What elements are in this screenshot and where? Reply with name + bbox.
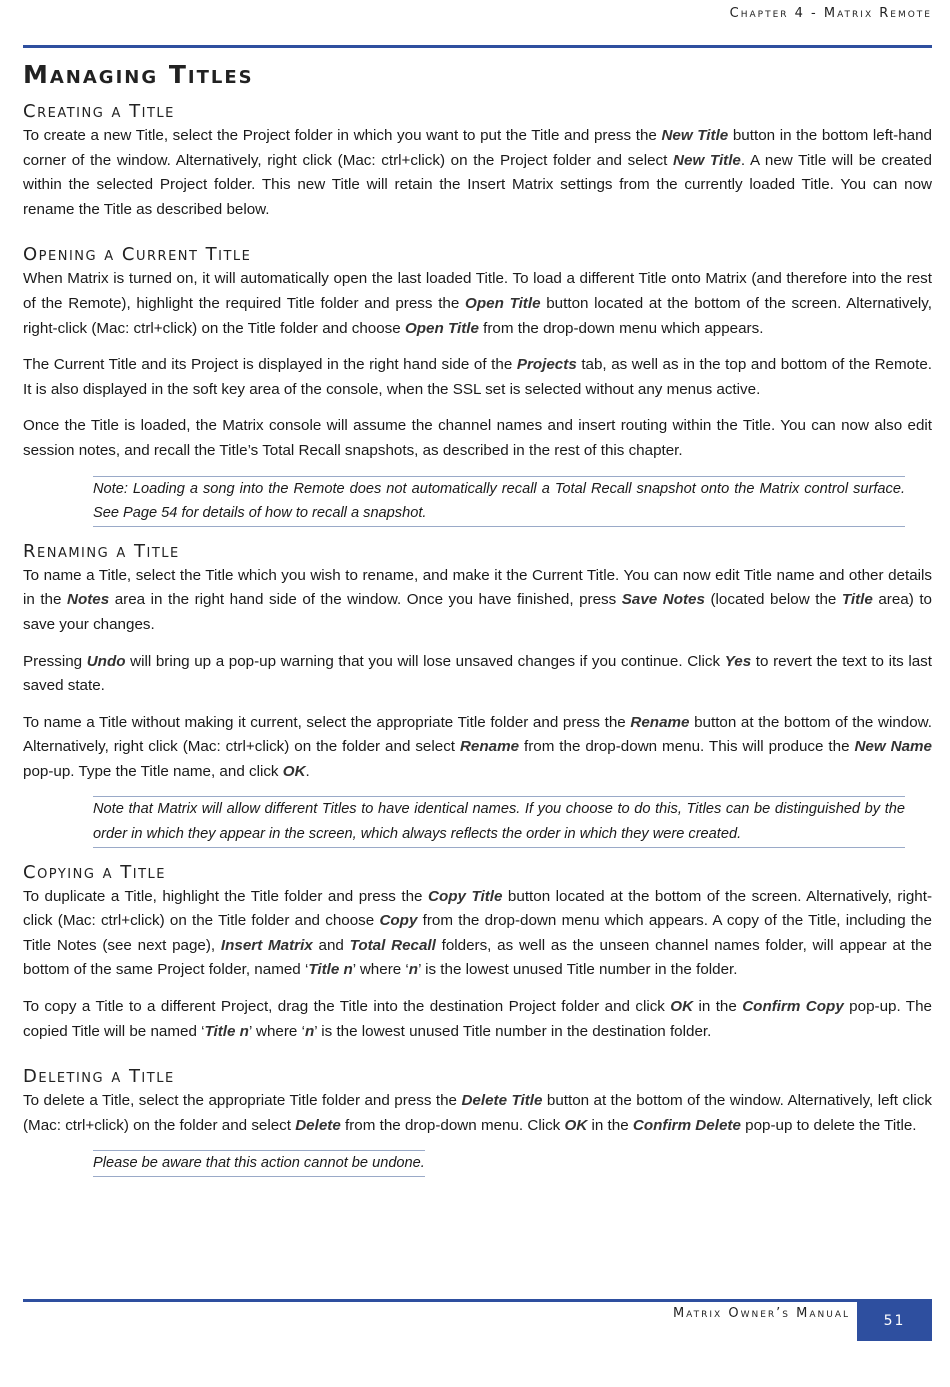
keyword: Confirm Copy xyxy=(742,998,844,1016)
keyword: Rename xyxy=(459,738,520,756)
text-run: To name a Title without making it current, select the appropriate Title folder and press the xyxy=(23,713,631,731)
note-box: Note: Loading a song into the Remote does not automatically recall a Total Recall snapshot onto the Matrix control surface. See Page 54 for details of how to recall a snapshot. xyxy=(93,476,905,527)
text-run: button in the bottom left-hand corner of the window. Alternatively, right click (Mac: ctrl+click) on the Project folder and select xyxy=(23,127,932,169)
keyword: Title n xyxy=(308,961,353,979)
paragraph xyxy=(23,885,932,983)
paragraph xyxy=(23,267,932,341)
text-run: ’ is the lowest unused Title number in the destination folder. xyxy=(314,1022,712,1040)
keyword: OK xyxy=(282,762,306,780)
text-run: button located at the bottom of the screen. Alternatively, right-click (Mac: ctrl+click) on the Title folder and choose xyxy=(23,294,932,337)
keyword: New Title xyxy=(673,151,741,169)
text-run: area in the right hand side of the window. Once you have finished, press xyxy=(109,591,622,609)
keyword: Delete xyxy=(295,1116,341,1134)
text-run: pop-up. Type the Title name, and click xyxy=(23,762,283,780)
keyword: Title xyxy=(841,591,873,609)
text-run: . xyxy=(305,762,310,780)
text-run: When Matrix is turned on, it will automatically open the last loaded Title. To load a different Title onto Matrix (and therefore into the rest of the Remote), highlight the required Title folder and press the xyxy=(23,270,932,312)
text-run: from the drop-down menu. This will produce the xyxy=(519,738,855,756)
text-run: The Current Title and its Project is displayed in the right hand side of the xyxy=(23,356,517,374)
text-run: and xyxy=(312,936,350,954)
text-run: folders, as well as the unseen channel names folder, will appear at the bottom of the same Project folder, named ‘ xyxy=(23,936,932,979)
keyword: Delete Title xyxy=(461,1092,543,1110)
keyword: New Name xyxy=(854,738,932,756)
text-run: ’ is the lowest unused Title number in the folder. xyxy=(418,961,738,979)
text-run: from the drop-down menu which appears. A copy of the Title, including the Title Notes (see next page), xyxy=(23,912,933,954)
keyword: Insert Matrix xyxy=(220,936,313,954)
keyword: New Title xyxy=(661,127,729,144)
keyword: OK xyxy=(670,998,694,1016)
heading-deleting: Deleting a Title xyxy=(23,1066,175,1088)
text-run: from the drop-down menu which appears. xyxy=(478,319,764,337)
text-run: Pressing xyxy=(23,652,87,670)
heading-opening: Opening a Current Title xyxy=(23,244,252,266)
keyword: Projects xyxy=(516,356,577,374)
page-number: 51 xyxy=(857,1300,932,1341)
text-run: (located below the xyxy=(704,591,842,609)
keyword: Copy Title xyxy=(428,887,503,905)
keyword: Copy xyxy=(379,912,418,930)
text-run: in the xyxy=(587,1116,633,1134)
text-run: button at the bottom of the window. Alternatively, left click (Mac: ctrl+click) on the folder and select xyxy=(23,1092,932,1134)
text-run: ’ where ‘ xyxy=(248,1022,305,1040)
keyword: n xyxy=(304,1022,315,1040)
heading-renaming: Renaming a Title xyxy=(23,540,180,562)
heading-creating: Creating a Title xyxy=(23,101,175,122)
text-run: To delete a Title, select the appropriate Title folder and press the xyxy=(23,1092,462,1110)
keyword: Open Title xyxy=(404,319,479,337)
text-run: To copy a Title to a different Project, drag the Title into the destination Project folder and click xyxy=(23,998,671,1016)
paragraph xyxy=(23,124,932,222)
text-run: To name a Title, select the Title which you wish to rename, and make it the Current Title. You can now edit Title name and other details in the xyxy=(23,566,932,609)
paragraph xyxy=(23,1089,932,1138)
paragraph xyxy=(23,414,932,463)
note-box: Note that Matrix will allow different Titles to have identical names. If you choose to do this, Titles can be distinguished by the order in which they appear in the screen, which always reflects the order in which they were created. xyxy=(93,796,905,847)
keyword: Confirm Delete xyxy=(632,1116,741,1134)
text-run: area) to save your changes. xyxy=(23,591,932,633)
keyword: Total Recall xyxy=(349,936,436,954)
paragraph xyxy=(23,564,932,638)
keyword: Open Title xyxy=(465,294,541,312)
keyword: Save Notes xyxy=(621,591,705,609)
keyword: Yes xyxy=(724,652,752,670)
page-title: Managing Titles xyxy=(23,60,254,89)
text-run: pop-up. The copied Title will be named ‘ xyxy=(23,998,932,1040)
text-run: in the xyxy=(693,998,743,1016)
keyword: Notes xyxy=(66,591,110,609)
paragraph xyxy=(23,711,932,785)
paragraph xyxy=(23,353,932,402)
footer-rule xyxy=(23,1299,932,1302)
text-run: Once the Title is loaded, the Matrix console will assume the channel names and insert routing within the Title. You can now also edit session notes, and recall the Title’s Total Recall snapshots, as described in the rest of this chapter. xyxy=(23,417,932,459)
text-run: pop-up to delete the Title. xyxy=(740,1116,917,1134)
text-run: button at the bottom of the window. Alternatively, right click (Mac: ctrl+click) on the folder and select xyxy=(23,713,933,756)
text-run: To duplicate a Title, highlight the Title folder and press the xyxy=(23,887,428,905)
text-run: to revert the text to its last saved state. xyxy=(23,652,932,695)
keyword: Undo xyxy=(86,652,126,670)
keyword: OK xyxy=(564,1116,588,1134)
running-header: Chapter 4 - Matrix Remote xyxy=(729,6,932,21)
text-run: To create a new Title, select the Project folder in which you want to put the Title and press the xyxy=(23,127,662,144)
header-rule xyxy=(23,45,932,48)
paragraph xyxy=(23,650,932,699)
text-run: tab, as well as in the top and bottom of the Remote. It is also displayed in the soft key area of the console, when the SSL set is selected without any menus active. xyxy=(23,356,932,398)
manual-title: Matrix Owner’s Manual xyxy=(672,1306,850,1321)
note-box: Please be aware that this action cannot be undone. xyxy=(93,1150,425,1177)
keyword: Title n xyxy=(204,1022,249,1040)
keyword: Rename xyxy=(630,713,690,731)
paragraph xyxy=(23,995,932,1044)
heading-copying: Copying a Title xyxy=(23,861,166,883)
text-run: . A new Title will be created within the selected Project folder. This new Title will retain the Insert Matrix settings from the currently loaded Title. You can now rename the Title as described below. xyxy=(23,151,932,218)
page-content xyxy=(23,60,932,1177)
text-run: will bring up a pop-up warning that you will lose unsaved changes if you continue. Click xyxy=(125,652,725,670)
text-run: from the drop-down menu. Click xyxy=(340,1116,565,1134)
text-run: ’ where ‘ xyxy=(352,961,409,979)
keyword: n xyxy=(408,961,419,979)
text-run: button located at the bottom of the screen. Alternatively, right-click (Mac: ctrl+click) on the Title folder and choose xyxy=(23,887,933,930)
